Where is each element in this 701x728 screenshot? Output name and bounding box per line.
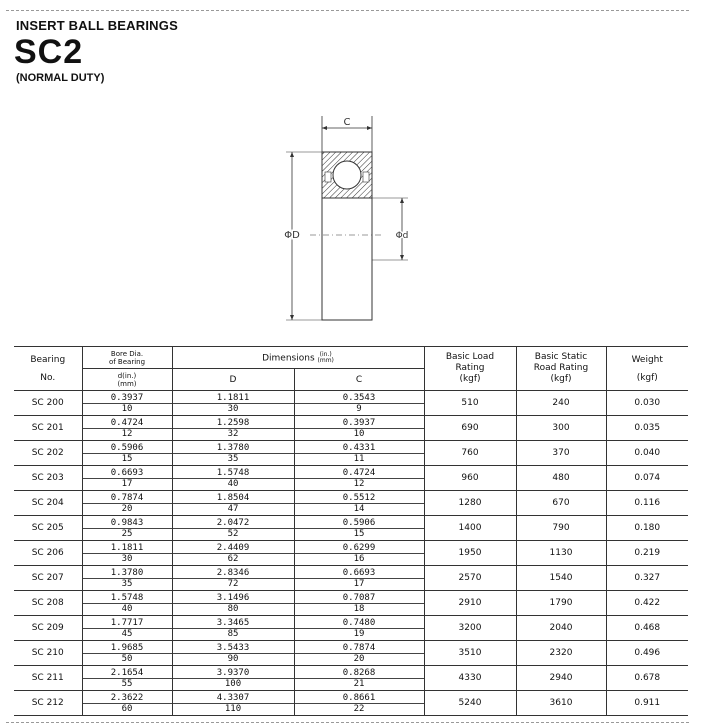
outer-dia-cell: 3.1496 80 bbox=[172, 591, 294, 616]
outer-dia-cell: 2.0472 52 bbox=[172, 516, 294, 541]
weight-cell: 0.074 bbox=[606, 466, 688, 491]
load-rating-cell: 760 bbox=[424, 441, 516, 466]
load-rating-cell: 4330 bbox=[424, 666, 516, 691]
width-cell: 0.7087 18 bbox=[294, 591, 424, 616]
outer-dia-cell: 3.3465 85 bbox=[172, 616, 294, 641]
weight-cell: 0.030 bbox=[606, 391, 688, 416]
load-rating-cell: 960 bbox=[424, 466, 516, 491]
header-weight: Weight (kgf) bbox=[606, 347, 688, 391]
weight-cell: 0.180 bbox=[606, 516, 688, 541]
bearing-no-cell: SC 200 bbox=[14, 391, 82, 416]
category-title: INSERT BALL BEARINGS bbox=[16, 18, 178, 33]
bore-cell: 0.9843 25 bbox=[82, 516, 172, 541]
static-rating-cell: 240 bbox=[516, 391, 606, 416]
load-rating-cell: 3200 bbox=[424, 616, 516, 641]
load-rating-cell: 1400 bbox=[424, 516, 516, 541]
width-cell: 0.4331 11 bbox=[294, 441, 424, 466]
bore-cell: 2.1654 55 bbox=[82, 666, 172, 691]
table-row bbox=[14, 416, 688, 441]
header-basic-static-rating: Basic Static Road Rating (kgf) bbox=[516, 347, 606, 391]
static-rating-cell: 3610 bbox=[516, 691, 606, 716]
table-row bbox=[14, 591, 688, 616]
dimension-label-d: Φd bbox=[395, 231, 409, 241]
static-rating-cell: 370 bbox=[516, 441, 606, 466]
bore-cell: 1.7717 45 bbox=[82, 616, 172, 641]
bearing-no-cell: SC 210 bbox=[14, 641, 82, 666]
outer-dia-cell: 1.8504 47 bbox=[172, 491, 294, 516]
width-cell: 0.7874 20 bbox=[294, 641, 424, 666]
bearing-no-cell: SC 208 bbox=[14, 591, 82, 616]
bore-cell: 0.3937 10 bbox=[82, 391, 172, 416]
width-cell: 0.3543 9 bbox=[294, 391, 424, 416]
static-rating-cell: 1540 bbox=[516, 566, 606, 591]
bearing-no-cell: SC 202 bbox=[14, 441, 82, 466]
width-cell: 0.7480 19 bbox=[294, 616, 424, 641]
bore-cell: 0.5906 15 bbox=[82, 441, 172, 466]
table-row bbox=[14, 441, 688, 466]
bearing-no-cell: SC 209 bbox=[14, 616, 82, 641]
bore-cell: 0.7874 20 bbox=[82, 491, 172, 516]
dimension-label-c: C bbox=[343, 117, 351, 128]
outer-dia-cell: 2.8346 72 bbox=[172, 566, 294, 591]
header-col-D: D bbox=[172, 369, 294, 391]
bore-cell: 2.3622 60 bbox=[82, 691, 172, 716]
bore-cell: 0.6693 17 bbox=[82, 466, 172, 491]
header-dimensions: Dimensions (in.) (mm) bbox=[172, 347, 424, 369]
bearing-no-cell: SC 211 bbox=[14, 666, 82, 691]
width-cell: 0.8268 21 bbox=[294, 666, 424, 691]
load-rating-cell: 690 bbox=[424, 416, 516, 441]
load-rating-cell: 510 bbox=[424, 391, 516, 416]
outer-dia-cell: 3.9370 100 bbox=[172, 666, 294, 691]
bore-cell: 0.4724 12 bbox=[82, 416, 172, 441]
bore-cell: 1.1811 30 bbox=[82, 541, 172, 566]
bottom-divider bbox=[6, 722, 689, 723]
top-divider bbox=[6, 10, 689, 11]
weight-cell: 0.422 bbox=[606, 591, 688, 616]
header-bearing-no: Bearing No. bbox=[14, 347, 82, 391]
bore-cell: 1.3780 35 bbox=[82, 566, 172, 591]
outer-dia-cell: 1.3780 35 bbox=[172, 441, 294, 466]
static-rating-cell: 2040 bbox=[516, 616, 606, 641]
bearing-spec-table bbox=[14, 346, 688, 716]
width-cell: 0.5512 14 bbox=[294, 491, 424, 516]
table-row bbox=[14, 516, 688, 541]
outer-dia-cell: 4.3307 110 bbox=[172, 691, 294, 716]
weight-cell: 0.040 bbox=[606, 441, 688, 466]
static-rating-cell: 480 bbox=[516, 466, 606, 491]
bearing-no-cell: SC 212 bbox=[14, 691, 82, 716]
static-rating-cell: 790 bbox=[516, 516, 606, 541]
header-bore-dia: Bore Dia. of Bearing bbox=[82, 347, 172, 369]
width-cell: 0.6299 16 bbox=[294, 541, 424, 566]
table-row bbox=[14, 566, 688, 591]
static-rating-cell: 2940 bbox=[516, 666, 606, 691]
static-rating-cell: 1790 bbox=[516, 591, 606, 616]
static-rating-cell: 2320 bbox=[516, 641, 606, 666]
width-cell: 0.6693 17 bbox=[294, 566, 424, 591]
weight-cell: 0.911 bbox=[606, 691, 688, 716]
table-row bbox=[14, 616, 688, 641]
table-row bbox=[14, 666, 688, 691]
bore-cell: 1.9685 50 bbox=[82, 641, 172, 666]
duty-subtitle: (NORMAL DUTY) bbox=[16, 72, 105, 84]
header-col-C: C bbox=[294, 369, 424, 391]
table-row bbox=[14, 391, 688, 416]
weight-cell: 0.116 bbox=[606, 491, 688, 516]
outer-dia-cell: 2.4409 62 bbox=[172, 541, 294, 566]
width-cell: 0.8661 22 bbox=[294, 691, 424, 716]
bearing-no-cell: SC 203 bbox=[14, 466, 82, 491]
static-rating-cell: 300 bbox=[516, 416, 606, 441]
static-rating-cell: 670 bbox=[516, 491, 606, 516]
static-rating-cell: 1130 bbox=[516, 541, 606, 566]
weight-cell: 0.468 bbox=[606, 616, 688, 641]
outer-dia-cell: 1.2598 32 bbox=[172, 416, 294, 441]
table-row bbox=[14, 541, 688, 566]
bearing-no-cell: SC 207 bbox=[14, 566, 82, 591]
load-rating-cell: 5240 bbox=[424, 691, 516, 716]
header-basic-load-rating: Basic Load Rating (kgf) bbox=[424, 347, 516, 391]
bearing-no-cell: SC 204 bbox=[14, 491, 82, 516]
table-row bbox=[14, 641, 688, 666]
load-rating-cell: 2570 bbox=[424, 566, 516, 591]
dimension-label-D: ΦD bbox=[284, 230, 300, 241]
bearing-cross-section-diagram bbox=[270, 110, 420, 330]
weight-cell: 0.678 bbox=[606, 666, 688, 691]
width-cell: 0.3937 10 bbox=[294, 416, 424, 441]
width-cell: 0.5906 15 bbox=[294, 516, 424, 541]
outer-dia-cell: 1.5748 40 bbox=[172, 466, 294, 491]
width-cell: 0.4724 12 bbox=[294, 466, 424, 491]
weight-cell: 0.219 bbox=[606, 541, 688, 566]
outer-dia-cell: 3.5433 90 bbox=[172, 641, 294, 666]
table-row bbox=[14, 491, 688, 516]
weight-cell: 0.035 bbox=[606, 416, 688, 441]
model-title: SC2 bbox=[14, 33, 84, 71]
bearing-no-cell: SC 201 bbox=[14, 416, 82, 441]
bearing-no-cell: SC 206 bbox=[14, 541, 82, 566]
header-bore-unit: d(in.) (mm) bbox=[82, 369, 172, 391]
bore-cell: 1.5748 40 bbox=[82, 591, 172, 616]
load-rating-cell: 1950 bbox=[424, 541, 516, 566]
weight-cell: 0.327 bbox=[606, 566, 688, 591]
load-rating-cell: 2910 bbox=[424, 591, 516, 616]
load-rating-cell: 3510 bbox=[424, 641, 516, 666]
load-rating-cell: 1280 bbox=[424, 491, 516, 516]
weight-cell: 0.496 bbox=[606, 641, 688, 666]
outer-dia-cell: 1.1811 30 bbox=[172, 391, 294, 416]
table-row bbox=[14, 466, 688, 491]
table-row bbox=[14, 691, 688, 716]
bearing-no-cell: SC 205 bbox=[14, 516, 82, 541]
